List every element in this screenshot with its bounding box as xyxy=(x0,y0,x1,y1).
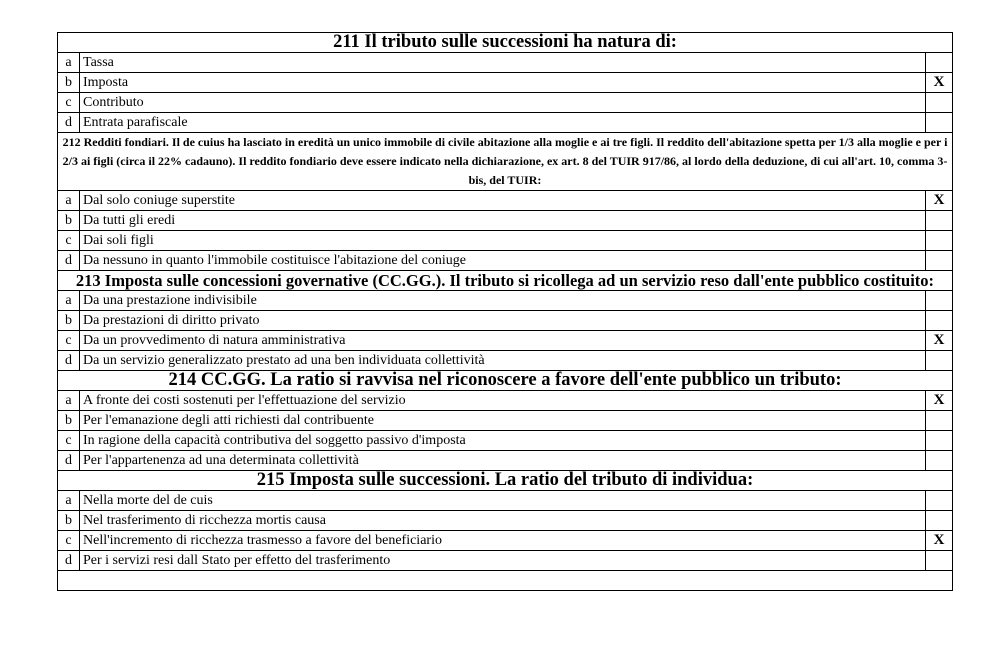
answer-text: Tassa xyxy=(80,53,926,73)
answer-text: Per i servizi resi dall Stato per effetto del trasferimento xyxy=(80,551,926,571)
answer-mark xyxy=(925,511,952,531)
answer-text: Dai soli figli xyxy=(80,231,926,251)
question-row xyxy=(58,133,953,191)
answer-text: In ragione della capacità contributiva del soggetto passivo d'imposta xyxy=(80,431,926,451)
answer-row xyxy=(58,351,953,371)
question-row xyxy=(58,371,953,391)
answer-row xyxy=(58,291,953,311)
answer-mark: X xyxy=(925,331,952,351)
answer-text: Da tutti gli eredi xyxy=(80,211,926,231)
answer-mark: X xyxy=(925,191,952,211)
answer-letter: d xyxy=(58,113,80,133)
question-row xyxy=(58,471,953,491)
answer-text: A fronte dei costi sostenuti per l'effettuazione del servizio xyxy=(80,391,926,411)
answer-letter: a xyxy=(58,391,80,411)
answer-text: Entrata parafiscale xyxy=(80,113,926,133)
answer-letter: c xyxy=(58,231,80,251)
answer-text: Nella morte del de cuis xyxy=(80,491,926,511)
answer-row xyxy=(58,53,953,73)
question-text: 211 Il tributo sulle successioni ha natura di: xyxy=(58,33,953,53)
answer-mark xyxy=(925,251,952,271)
answer-letter: b xyxy=(58,411,80,431)
answer-row xyxy=(58,431,953,451)
answer-mark xyxy=(925,211,952,231)
answer-mark: X xyxy=(925,531,952,551)
answer-row xyxy=(58,531,953,551)
answer-row xyxy=(58,113,953,133)
answer-mark xyxy=(925,93,952,113)
question-text: 212 Redditi fondiari. Il de cuius ha lasciato in eredità un unico immobile di civile abitazione alla moglie e ai tre figli. Il reddito dell'abitazione spetta per 1/3 alla moglie e per i 2/3 ai figli (circa il 22% cadauno). Il reddito fondiario deve essere indicato nella dichiarazione, ex art. 8 del TUIR 917/86, al lordo della deduzione, di cui all'art. 10, comma 3-bis, del TUIR: xyxy=(58,133,953,191)
answer-row xyxy=(58,551,953,571)
answer-text: Da un provvedimento di natura amministrativa xyxy=(80,331,926,351)
answer-text: Contributo xyxy=(80,93,926,113)
answer-letter: a xyxy=(58,191,80,211)
answer-text: Nell'incremento di ricchezza trasmesso a favore del beneficiario xyxy=(80,531,926,551)
answer-mark xyxy=(925,451,952,471)
quiz-table xyxy=(57,32,953,591)
answer-row xyxy=(58,411,953,431)
answer-mark: X xyxy=(925,73,952,93)
answer-row xyxy=(58,231,953,251)
answer-mark xyxy=(925,53,952,73)
question-text: 213 Imposta sulle concessioni governative (CC.GG.). Il tributo si ricollega ad un servizio reso dall'ente pubblico costituito: xyxy=(58,271,953,291)
spacer-cell xyxy=(58,571,953,591)
answer-text: Da un servizio generalizzato prestato ad una ben individuata collettività xyxy=(80,351,926,371)
answer-mark xyxy=(925,551,952,571)
answer-letter: c xyxy=(58,93,80,113)
answer-letter: b xyxy=(58,511,80,531)
answer-mark xyxy=(925,311,952,331)
answer-letter: c xyxy=(58,331,80,351)
answer-text: Da nessuno in quanto l'immobile costituisce l'abitazione del coniuge xyxy=(80,251,926,271)
answer-letter: d xyxy=(58,251,80,271)
answer-row xyxy=(58,93,953,113)
answer-text: Da prestazioni di diritto privato xyxy=(80,311,926,331)
answer-text: Nel trasferimento di ricchezza mortis causa xyxy=(80,511,926,531)
answer-letter: a xyxy=(58,53,80,73)
answer-mark: X xyxy=(925,391,952,411)
answer-letter: a xyxy=(58,291,80,311)
quiz-body xyxy=(58,33,953,591)
answer-mark xyxy=(925,431,952,451)
question-row xyxy=(58,271,953,291)
answer-letter: a xyxy=(58,491,80,511)
answer-mark xyxy=(925,291,952,311)
answer-text: Per l'appartenenza ad una determinata collettività xyxy=(80,451,926,471)
question-text: 214 CC.GG. La ratio si ravvisa nel riconoscere a favore dell'ente pubblico un tributo: xyxy=(58,371,953,391)
answer-mark xyxy=(925,113,952,133)
answer-row xyxy=(58,211,953,231)
answer-text: Imposta xyxy=(80,73,926,93)
spacer-row xyxy=(58,571,953,591)
answer-mark xyxy=(925,411,952,431)
answer-letter: d xyxy=(58,351,80,371)
answer-row xyxy=(58,73,953,93)
answer-letter: b xyxy=(58,311,80,331)
answer-row xyxy=(58,511,953,531)
answer-mark xyxy=(925,231,952,251)
answer-row xyxy=(58,251,953,271)
answer-mark xyxy=(925,491,952,511)
answer-row xyxy=(58,491,953,511)
question-row xyxy=(58,33,953,53)
answer-row xyxy=(58,191,953,211)
answer-text: Dal solo coniuge superstite xyxy=(80,191,926,211)
answer-row xyxy=(58,311,953,331)
answer-text: Per l'emanazione degli atti richiesti dal contribuente xyxy=(80,411,926,431)
answer-row xyxy=(58,451,953,471)
answer-row xyxy=(58,331,953,351)
answer-letter: d xyxy=(58,551,80,571)
answer-row xyxy=(58,391,953,411)
question-text: 215 Imposta sulle successioni. La ratio del tributo di individua: xyxy=(58,471,953,491)
answer-letter: b xyxy=(58,73,80,93)
answer-letter: c xyxy=(58,431,80,451)
answer-letter: d xyxy=(58,451,80,471)
answer-text: Da una prestazione indivisibile xyxy=(80,291,926,311)
answer-letter: b xyxy=(58,211,80,231)
answer-letter: c xyxy=(58,531,80,551)
answer-mark xyxy=(925,351,952,371)
